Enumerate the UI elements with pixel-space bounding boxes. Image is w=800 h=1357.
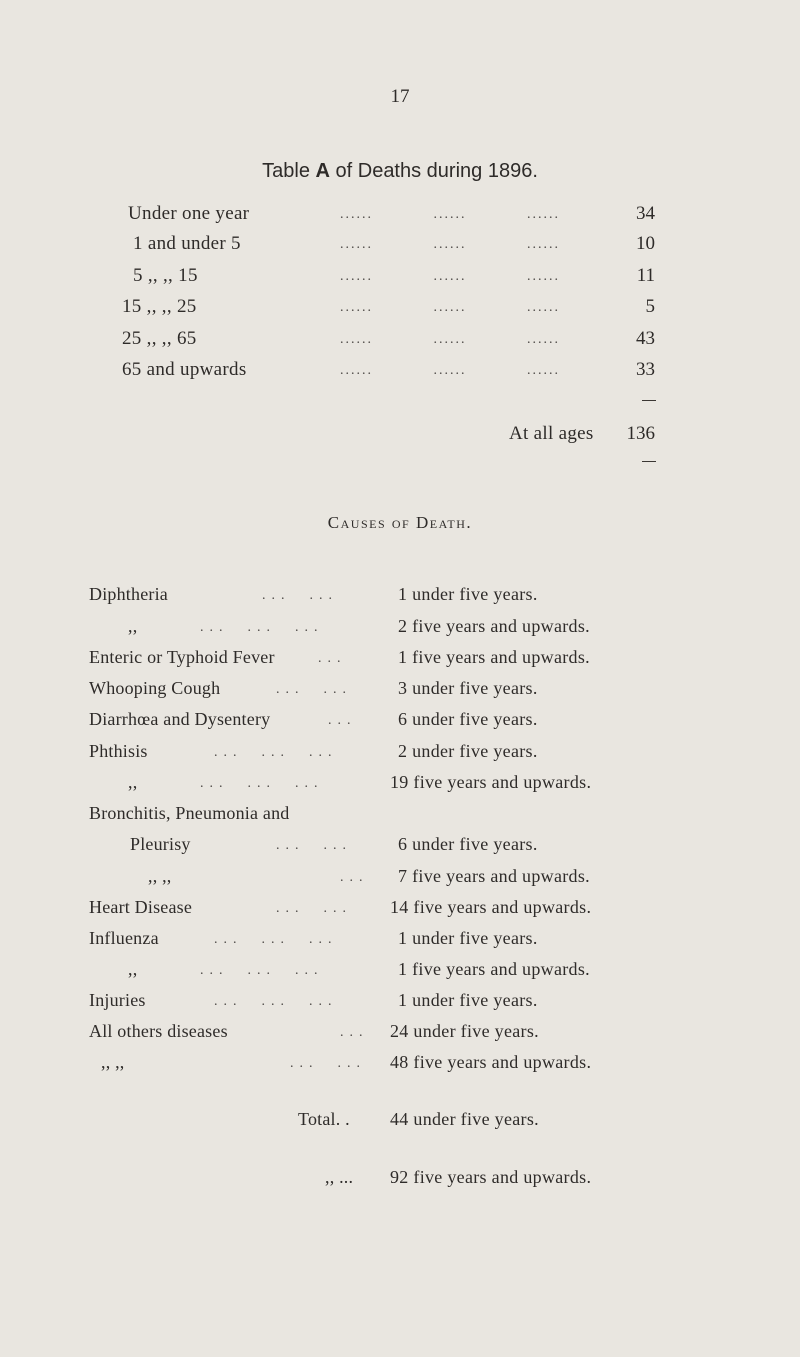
title-suffix: of Deaths during 1896. <box>329 160 538 182</box>
cause-value: 6 under five years. <box>398 709 538 729</box>
dot-leader: ... ... <box>276 682 352 697</box>
cause-value: 1 under five years. <box>398 928 538 948</box>
age-row-value: 10 <box>636 233 655 254</box>
dot-leader: ...... ...... ...... <box>340 363 560 378</box>
cause-value: 2 under five years. <box>398 741 538 761</box>
cause-label: Bronchitis, Pneumonia and <box>89 803 290 823</box>
dot-leader: ... ... ... <box>214 994 338 1009</box>
dot-leader: ... ... <box>262 588 338 603</box>
cause-label: ,, <box>128 959 138 979</box>
cause-label: Injuries <box>89 990 146 1010</box>
dot-leader: ...... ...... ...... <box>340 332 560 347</box>
cause-label: ,, ,, <box>148 866 172 886</box>
cause-label: Diphtheria <box>89 584 168 604</box>
cause-label: Pleurisy <box>130 834 191 854</box>
age-total-value: 136 <box>626 423 655 444</box>
causes-total-label: Total. . <box>298 1109 350 1129</box>
title-letter: A <box>315 160 330 182</box>
table-title <box>0 160 800 183</box>
age-row-value: 33 <box>636 359 655 380</box>
cause-value: 24 under five years. <box>390 1021 539 1041</box>
cause-value: 7 five years and upwards. <box>398 866 590 886</box>
cause-label: Diarrhœa and Dysentery <box>89 709 271 729</box>
cause-label: ,, <box>128 772 138 792</box>
dot-leader: ... ... <box>276 901 352 916</box>
dot-leader: ... ... <box>290 1056 366 1071</box>
dot-leader: ...... ...... ...... <box>340 269 560 284</box>
dot-leader: ... <box>340 870 369 885</box>
cause-label: ,, <box>128 616 138 636</box>
dot-leader: ... ... ... <box>214 932 338 947</box>
sum-rule-bottom <box>642 461 656 462</box>
age-row-value: 34 <box>636 203 655 224</box>
age-row-label: 1 and under 5 <box>133 233 241 254</box>
title-prefix: Table <box>262 160 316 182</box>
cause-label: All others diseases <box>89 1021 228 1041</box>
age-row-label: 25 ,, ,, 65 <box>122 328 197 349</box>
cause-value: 3 under five years. <box>398 678 538 698</box>
cause-value: 14 five years and upwards. <box>390 897 592 917</box>
cause-label: ,, ,, <box>101 1052 125 1072</box>
cause-value: 1 under five years. <box>398 990 538 1010</box>
age-row-label: 15 ,, ,, 25 <box>122 296 197 317</box>
cause-value: 1 five years and upwards. <box>398 647 590 667</box>
causes-heading: Causes of Death. <box>327 513 473 532</box>
dot-leader: ... ... ... <box>200 776 324 791</box>
cause-value: 6 under five years. <box>398 834 538 854</box>
dot-leader: ... ... ... <box>200 963 324 978</box>
age-row-label: Under one year <box>128 203 250 224</box>
dot-leader: ... <box>318 651 347 666</box>
cause-label: Whooping Cough <box>89 678 221 698</box>
dot-leader: ... ... <box>276 838 352 853</box>
age-row-label: 5 ,, ,, 15 <box>133 265 198 286</box>
cause-value: 1 under five years. <box>398 584 538 604</box>
dot-leader: ... ... ... <box>214 745 338 760</box>
dot-leader: ...... ...... ...... <box>340 300 560 315</box>
cause-label: Phthisis <box>89 741 148 761</box>
cause-value: 2 five years and upwards. <box>398 616 590 636</box>
causes-total-ditto-label: ,, ... <box>325 1167 354 1187</box>
cause-value: 19 five years and upwards. <box>390 772 592 792</box>
dot-leader: ... <box>340 1025 369 1040</box>
age-row-value: 5 <box>645 296 655 317</box>
age-row-value: 11 <box>636 265 655 286</box>
dot-leader: ...... ...... ...... <box>340 237 560 252</box>
cause-label: Influenza <box>89 928 159 948</box>
age-total-label: At all ages <box>509 423 594 444</box>
dot-leader: ... <box>328 713 357 728</box>
causes-total-value: 44 under five years. <box>390 1109 539 1129</box>
cause-value: 48 five years and upwards. <box>390 1052 592 1072</box>
dot-leader: ... ... ... <box>200 620 324 635</box>
cause-label: Enteric or Typhoid Fever <box>89 647 275 667</box>
sum-rule-top <box>642 400 656 401</box>
age-row-value: 43 <box>636 328 655 349</box>
causes-total-ditto-value: 92 five years and upwards. <box>390 1167 592 1187</box>
dot-leader: ...... ...... ...... <box>340 207 560 222</box>
page-number: 17 <box>390 86 410 107</box>
cause-value: 1 five years and upwards. <box>398 959 590 979</box>
age-row-label: 65 and upwards <box>122 359 247 380</box>
cause-label: Heart Disease <box>89 897 193 917</box>
